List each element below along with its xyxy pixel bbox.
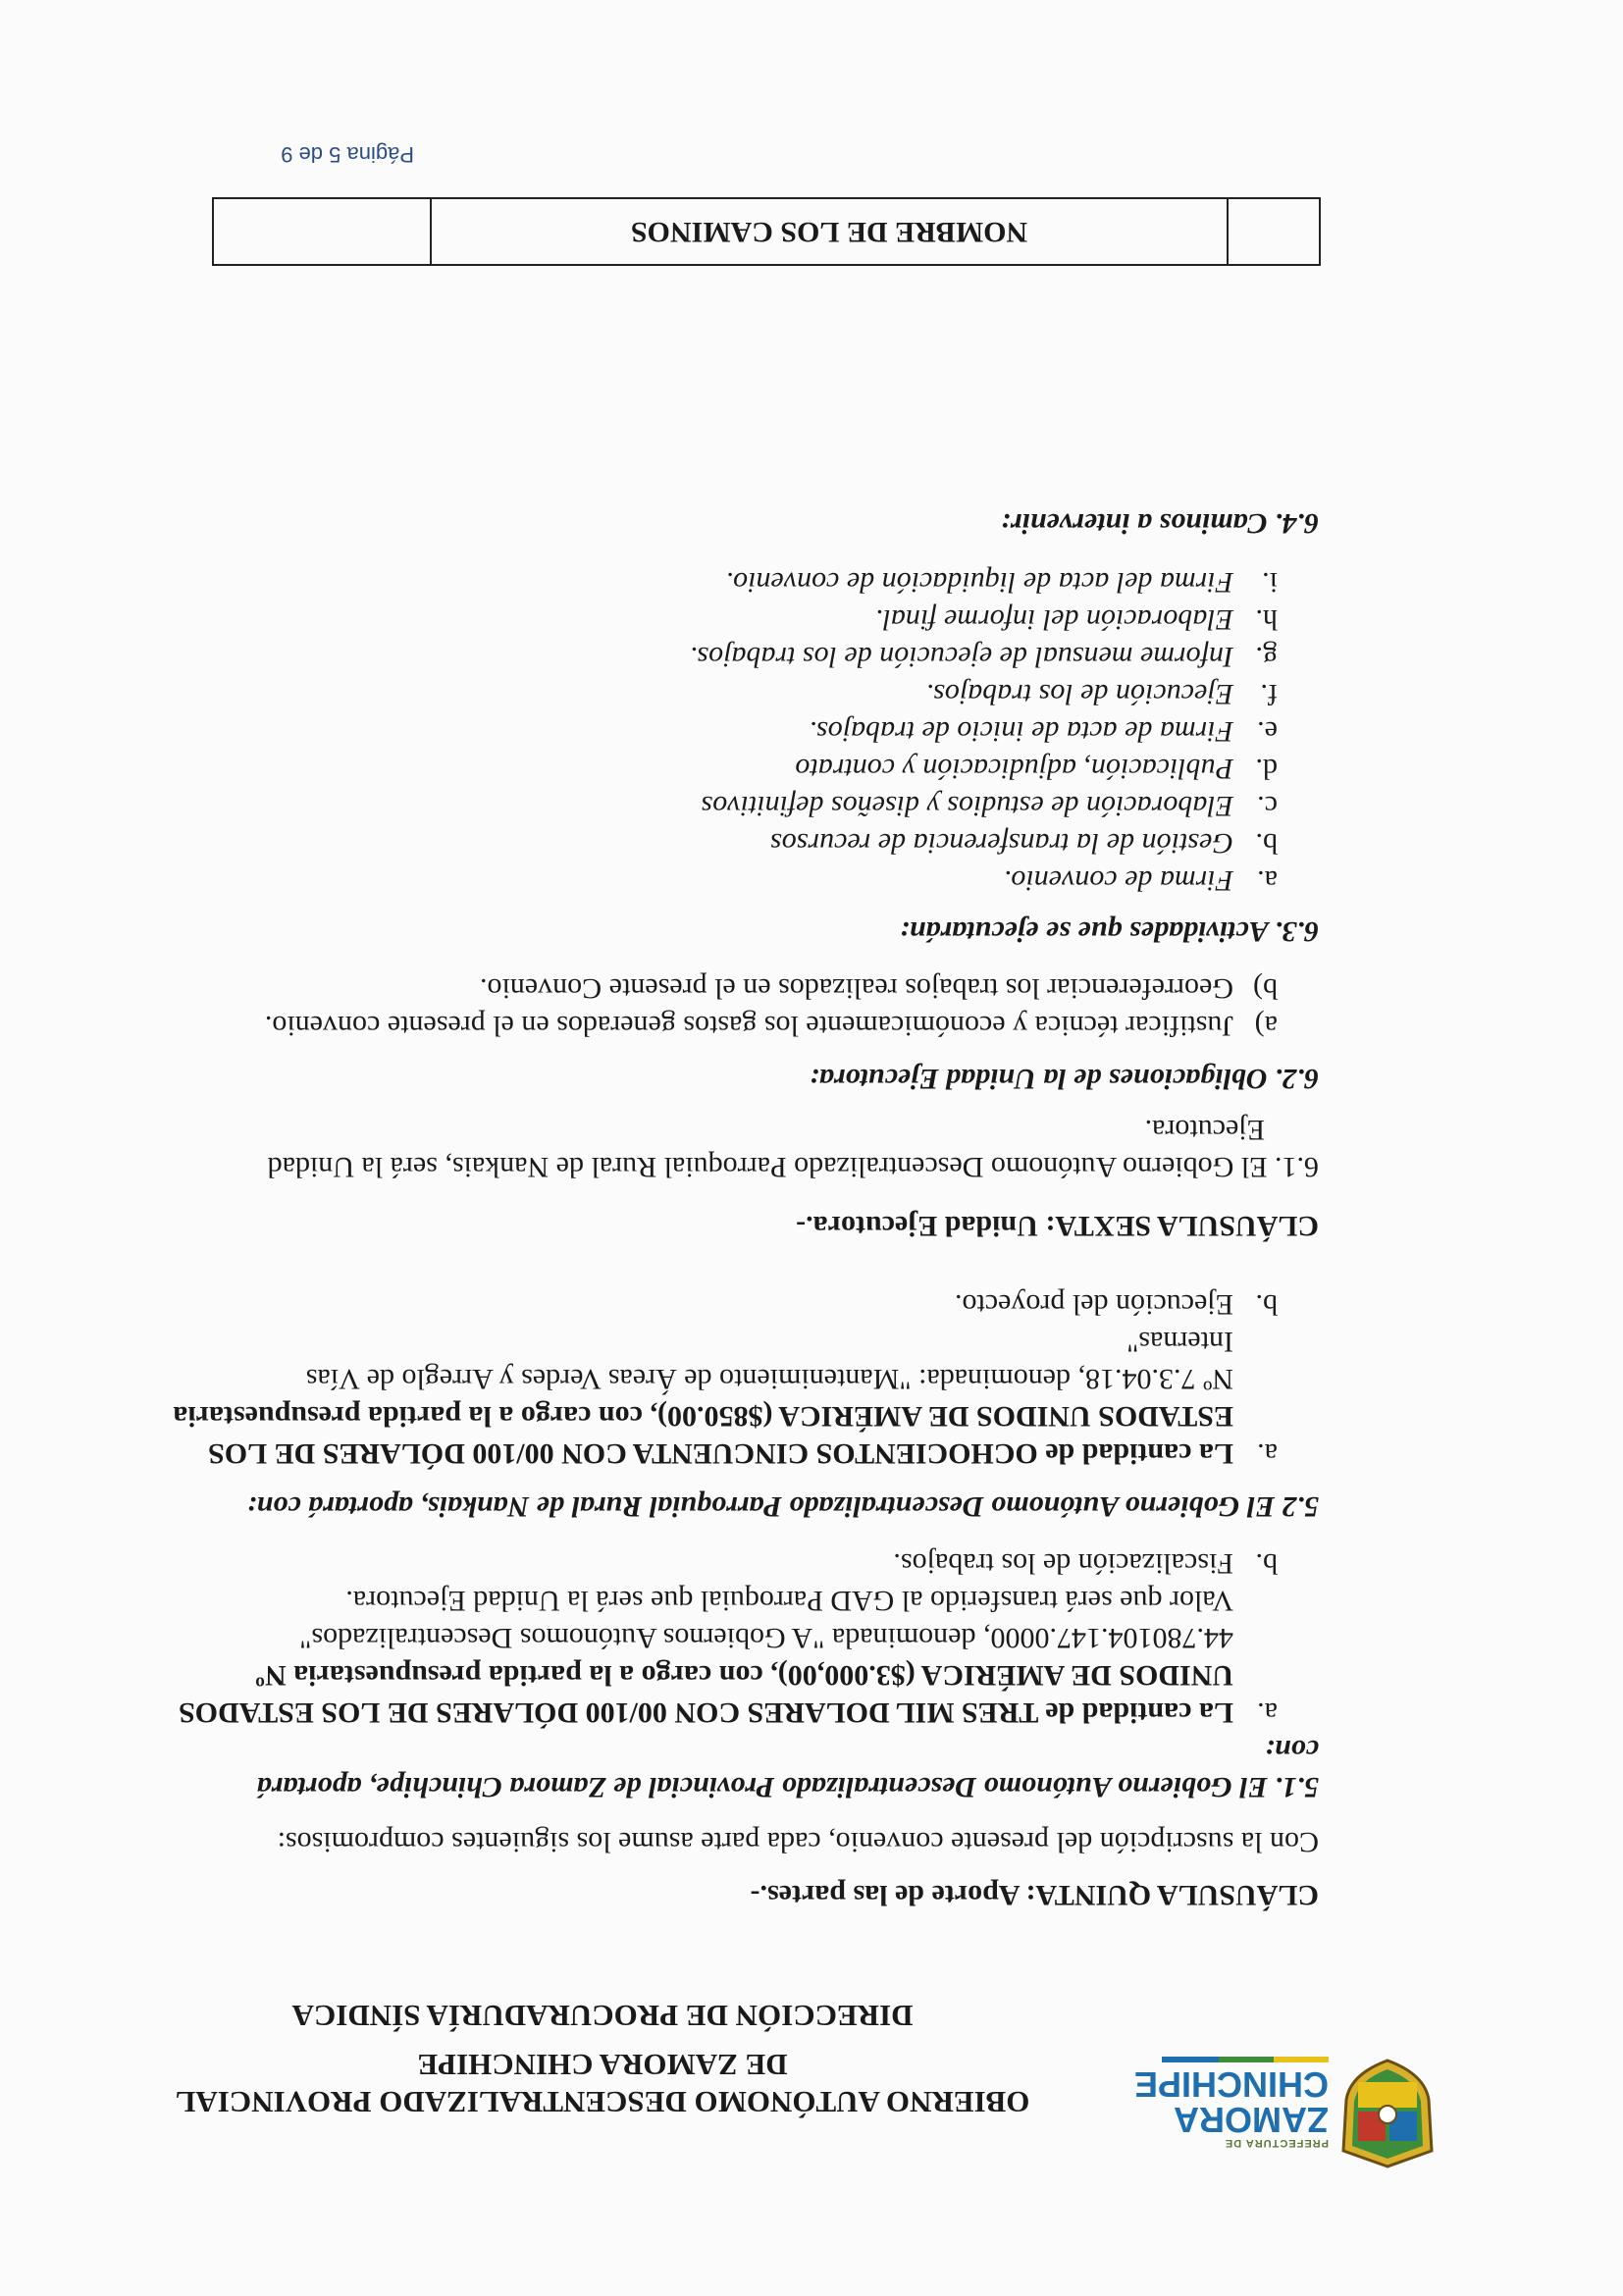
logo-zamora: ZAMORA <box>1174 2100 1329 2140</box>
clausula-sexta-title: CLÁUSULA SEXTA: Unidad Ejecutora.- <box>796 1210 1319 1242</box>
section-5-2-title: 5.2 El Gobierno Autónomo Descentralizado Parroquial Rural de Nankais, aportará con: <box>246 1490 1319 1523</box>
prefecture-shield-icon <box>1338 2059 1437 2168</box>
section-5-1-a-line3: 44.780104.147.0000, denominada "A Gobiernos Autónomos Descentralizados" <box>299 1622 1233 1654</box>
section-6-1-line1: 6.1. El Gobierno Autónomo Descentralizado Parroquial Rural de Nankais, será la Unidad <box>267 1151 1319 1183</box>
activity-item: Firma del acta de liquidación de convenio. <box>725 566 1233 599</box>
section-5-1-b-marker: b. <box>1255 1547 1278 1580</box>
activity-marker: b. <box>1255 827 1278 860</box>
activity-item: Elaboración del informe final. <box>875 603 1233 636</box>
activity-item: Informe mensual de ejecución de los trabajos. <box>689 641 1233 673</box>
activity-marker: g. <box>1255 641 1278 673</box>
activity-marker: h. <box>1255 603 1278 636</box>
section-6-3-title: 6.3. Actividades que se ejecutarán: <box>899 915 1319 948</box>
section-5-1-a-line2: UNIDOS DE AMÉRICA ($3.000,00), con cargo a la partida presupuestaria Nº <box>255 1659 1233 1692</box>
page-number: Página 5 de 9 <box>281 142 414 167</box>
activity-marker: f. <box>1260 678 1278 710</box>
activity-item: Firma de convenio. <box>1003 864 1233 897</box>
section-5-1-title: 5.1. El Gobierno Autónomo Descentralizado Provincial de Zamora Chinchipe, aportará <box>256 1771 1319 1803</box>
activity-marker: e. <box>1257 715 1278 748</box>
activity-marker: c. <box>1257 790 1278 822</box>
section-6-1-line2: Ejecutora. <box>1144 1114 1265 1146</box>
activity-marker: d. <box>1255 753 1278 785</box>
header-department: DIRECCIÓN DE PROCURADURÍA SÍNDICA <box>291 1999 914 2033</box>
section-6-2-b-marker: b) <box>1253 972 1278 1005</box>
section-5-1-a-line1: La cantidad de TRES MIL DOLARES CON 00/100 DÓLARES DE LOS ESTADOS <box>179 1696 1233 1729</box>
logo-text <box>1133 2057 1329 2149</box>
section-5-1-b: Fiscalización de los trabajos. <box>893 1547 1233 1580</box>
section-5-2-a-line1: La cantidad de OCHOCIENTOS CINCUENTA CON 00/100 DÓLARES DE LOS <box>208 1437 1233 1470</box>
header-institution: OBIERNO AUTÓNOMO DESCENTRALIZADO PROVINCIAL <box>175 2085 1030 2119</box>
section-6-2-title: 6.2. Obligaciones de la Unidad Ejecutora: <box>809 1063 1319 1095</box>
section-6-4-title: 6.4. Caminos a intervenir: <box>1000 507 1319 540</box>
logo-chinchipe: CHINCHIPE <box>1133 2064 1329 2105</box>
section-5-1-title-cont: con: <box>1265 1734 1319 1766</box>
activity-item: Publicación, adjudicación y contrato <box>795 753 1233 785</box>
clausula-quinta-title: CLÁUSULA QUINTA: Aporte de las partes.- <box>750 1879 1319 1911</box>
section-5-1-a-marker: a. <box>1257 1696 1278 1729</box>
activity-item: Elaboración de estudios y diseños definitivos <box>701 790 1233 822</box>
section-5-2-a-line2: ESTADOS UNIDOS DE AMÉRICA ($850.00), con cargo a la partida presupuestaria <box>173 1400 1233 1433</box>
logo-color-bar <box>1162 2057 1329 2062</box>
section-5-2-a-line4: Internas" <box>1126 1326 1233 1358</box>
section-5-2-a-marker: a. <box>1257 1437 1278 1470</box>
activity-item: Ejecución de los trabajos. <box>925 678 1233 710</box>
section-5-2-a-line3: Nº 7.3.04.18, denominada: "Mantenimiento de Áreas Verdes y Arreglo de Vías <box>305 1363 1233 1395</box>
section-6-2-a-marker: a) <box>1254 1010 1278 1042</box>
activity-marker: a. <box>1257 864 1278 897</box>
roads-table-header: NOMBRE DE LOS CAMINOS <box>430 199 1227 264</box>
header-province: DE ZAMORA CHINCHIPE <box>417 2048 788 2082</box>
section-6-2-a: Justificar técnica y económicamente los gastos generados en el presente convenio. <box>264 1010 1233 1042</box>
logo-prefix: PREFECTURA DE <box>1224 2137 1329 2149</box>
clausula-quinta-intro: Con la suscripción del presente convenio, cada parte asume los siguientes compromisos: <box>277 1826 1319 1858</box>
activity-item: Firma de acta de inicio de trabajos. <box>809 715 1233 748</box>
section-5-2-b: Ejecución del proyecto. <box>954 1288 1233 1321</box>
section-5-1-a-line4: Valor que será transferido al GAD Parroquial que será la Unidad Ejecutora. <box>345 1585 1233 1617</box>
roads-table <box>212 197 1321 266</box>
roads-table-number-cell <box>1227 199 1319 264</box>
activity-marker: i. <box>1262 566 1278 599</box>
section-5-2-b-marker: b. <box>1255 1288 1278 1321</box>
section-6-2-b: Georreferenciar los trabajos realizados en el presente Convenio. <box>480 972 1233 1005</box>
activity-item: Gestión de la transferencia de recursos <box>770 827 1233 860</box>
